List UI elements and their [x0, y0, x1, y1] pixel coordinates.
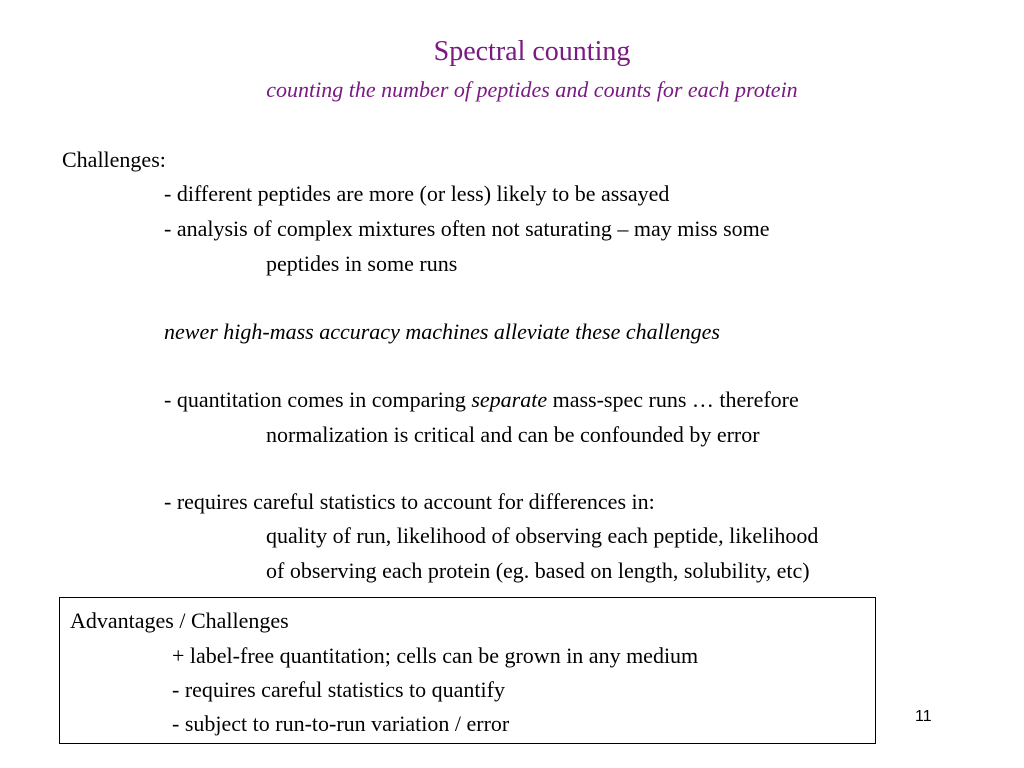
box-item-3: - subject to run-to-run variation / error — [172, 711, 510, 736]
page-number: 11 — [915, 708, 932, 725]
slide-subtitle: counting the number of peptides and counts for each protein — [266, 77, 798, 102]
bullet-4-line-1: - requires careful statistics to account for differences in: — [164, 489, 655, 514]
slide-title: Spectral counting — [433, 36, 631, 67]
bullet-3-line-2: normalization is critical and can be confounded by error — [266, 422, 760, 447]
bullet-3-line-1 — [164, 386, 799, 414]
bullet-1: - different peptides are more (or less) likely to be assayed — [164, 181, 670, 206]
bullet-4-line-3: of observing each protein (eg. based on length, solubility, etc) — [266, 558, 810, 583]
bullet-2-line-1: - analysis of complex mixtures often not saturating – may miss some — [164, 216, 770, 241]
box-item-1: + label-free quantitation; cells can be grown in any medium — [172, 643, 699, 668]
advantages-box — [59, 597, 876, 744]
bullet-3-pre: - quantitation comes in comparing — [164, 387, 472, 412]
bullet-3-post: mass-spec runs … therefore — [547, 387, 799, 412]
challenges-heading: Challenges: — [62, 147, 166, 172]
bullet-4-line-2: quality of run, likelihood of observing each peptide, likelihood — [266, 523, 819, 548]
italic-note: newer high-mass accuracy machines alleviate these challenges — [164, 319, 720, 344]
bullet-3-emphasis: separate — [471, 387, 548, 412]
bullet-2-line-2: peptides in some runs — [266, 251, 458, 276]
box-item-2: - requires careful statistics to quantify — [172, 677, 505, 702]
box-heading: Advantages / Challenges — [70, 608, 289, 633]
